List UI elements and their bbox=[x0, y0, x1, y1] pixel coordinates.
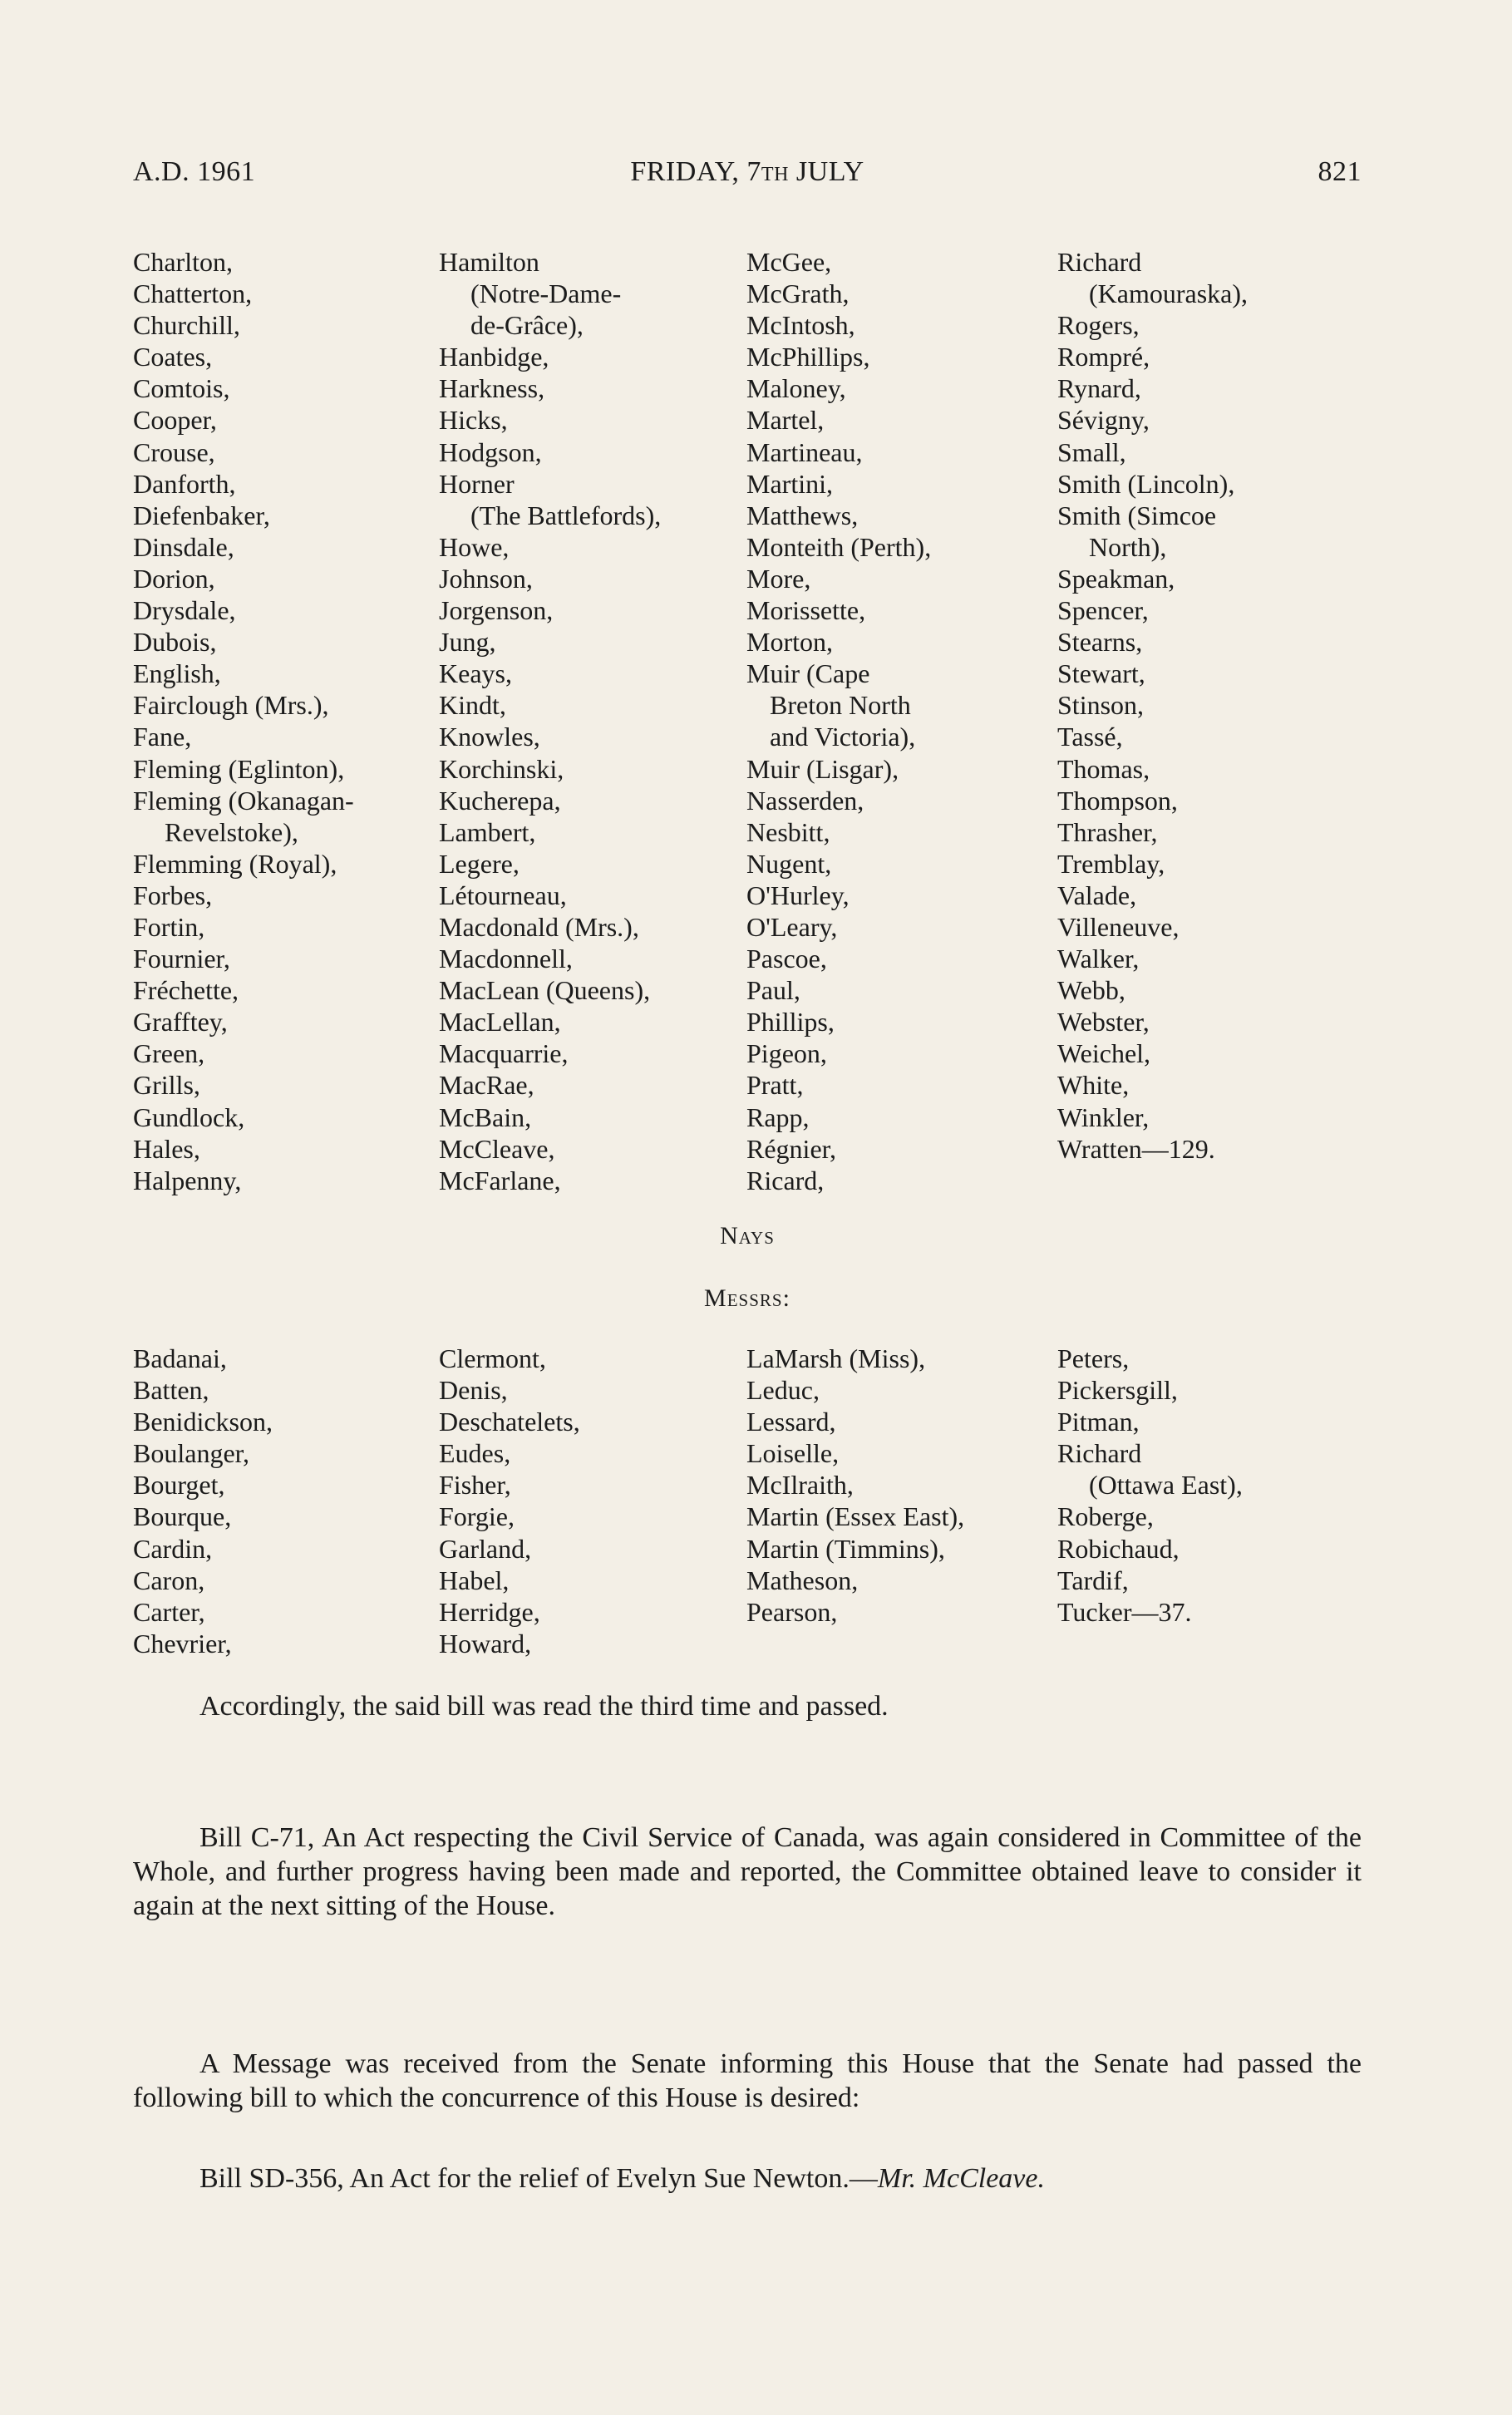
member-name: Phillips, bbox=[746, 1007, 835, 1037]
member-name: Churchill, bbox=[133, 310, 240, 341]
member-name: Morton, bbox=[746, 627, 833, 658]
bill-sd356-paragraph bbox=[133, 2161, 1362, 2196]
bill-sd356-text: Bill SD-356, An Act for the relief of Evelyn Sue Newton.— bbox=[199, 2163, 878, 2194]
member-name: Morissette, bbox=[746, 595, 866, 626]
member-name: (The Battlefords), bbox=[470, 500, 662, 530]
nays-column-2 bbox=[439, 1343, 580, 1659]
member-name: Rogers, bbox=[1057, 310, 1140, 341]
member-name: Walker, bbox=[1057, 944, 1140, 974]
member-name: Clermont, bbox=[439, 1343, 546, 1373]
member-name: MacLellan, bbox=[439, 1007, 561, 1037]
member-name: Gundlock, bbox=[133, 1102, 245, 1132]
member-name: (Ottawa East), bbox=[1089, 1470, 1243, 1501]
bill-sd356-line bbox=[133, 2161, 1362, 2196]
member-name: Smith (Lincoln), bbox=[1057, 468, 1235, 499]
member-name: Martel, bbox=[746, 405, 825, 436]
member-name: Forgie, bbox=[439, 1501, 515, 1532]
member-name: Speakman, bbox=[1057, 563, 1175, 594]
member-name: Matheson, bbox=[746, 1565, 859, 1595]
member-name: Leduc, bbox=[746, 1375, 820, 1406]
member-name: MacLean (Queens), bbox=[439, 975, 651, 1006]
member-name: Eudes, bbox=[439, 1438, 511, 1469]
member-name: Grills, bbox=[133, 1070, 200, 1101]
member-name: Benidickson, bbox=[133, 1407, 273, 1437]
member-name: (Kamouraska), bbox=[1089, 278, 1249, 309]
member-name: Sévigny, bbox=[1057, 405, 1150, 436]
member-name: Diefenbaker, bbox=[133, 500, 270, 530]
member-name: Macquarrie, bbox=[439, 1038, 569, 1069]
member-name: Crouse, bbox=[133, 436, 215, 467]
header-date-month: JULY bbox=[788, 156, 864, 187]
member-name: McFarlane, bbox=[439, 1165, 561, 1195]
member-name: Caron, bbox=[133, 1565, 205, 1595]
yeas-column-4 bbox=[1057, 246, 1248, 1165]
member-name: Lessard, bbox=[746, 1407, 836, 1437]
member-name: Charlton, bbox=[133, 247, 233, 277]
member-name: Webb, bbox=[1057, 975, 1125, 1006]
member-name: Smith (Simcoe bbox=[1057, 500, 1217, 530]
member-name: Matthews, bbox=[746, 500, 859, 530]
member-name: Pascoe, bbox=[746, 944, 827, 974]
member-name: Martin (Essex East), bbox=[746, 1501, 965, 1532]
member-name: Thrasher, bbox=[1057, 816, 1158, 847]
member-name: Chevrier, bbox=[133, 1628, 232, 1658]
member-name: Howe, bbox=[439, 531, 510, 562]
member-name: Howard, bbox=[439, 1628, 532, 1658]
member-name: Drysdale, bbox=[133, 595, 236, 626]
member-name: McIlraith, bbox=[746, 1470, 854, 1501]
member-name: Comtois, bbox=[133, 373, 230, 404]
member-name: Ricard, bbox=[746, 1165, 825, 1195]
member-name: Macdonnell, bbox=[439, 944, 573, 974]
member-name: Cardin, bbox=[133, 1533, 213, 1564]
member-name: Dorion, bbox=[133, 563, 215, 594]
member-name: Korchinski, bbox=[439, 753, 564, 784]
member-name: Pitman, bbox=[1057, 1407, 1140, 1437]
member-name: Roberge, bbox=[1057, 1501, 1154, 1532]
member-name: Chatterton, bbox=[133, 278, 253, 309]
member-name: Batten, bbox=[133, 1375, 209, 1406]
member-name: MacRae, bbox=[439, 1070, 534, 1101]
member-name: Hodgson, bbox=[439, 436, 542, 467]
running-head bbox=[133, 156, 1362, 198]
member-name: Peters, bbox=[1057, 1343, 1130, 1373]
member-name: Tucker—37. bbox=[1057, 1596, 1192, 1627]
member-name: Tardif, bbox=[1057, 1565, 1129, 1595]
member-name: Fisher, bbox=[439, 1470, 511, 1501]
accordingly-paragraph bbox=[133, 1689, 1362, 1723]
member-name: Green, bbox=[133, 1038, 205, 1069]
nays-column-4 bbox=[1057, 1343, 1243, 1628]
member-name: Martini, bbox=[746, 468, 833, 499]
member-name: Halpenny, bbox=[133, 1165, 242, 1195]
nays-list bbox=[133, 1343, 1380, 1667]
member-name: Knowles, bbox=[439, 722, 540, 752]
member-name: White, bbox=[1057, 1070, 1130, 1101]
member-name: Forbes, bbox=[133, 880, 213, 910]
member-name: O'Hurley, bbox=[746, 880, 850, 910]
member-name: LaMarsh (Miss), bbox=[746, 1343, 926, 1373]
nays-heading: Nays bbox=[720, 1222, 775, 1249]
member-name: Fréchette, bbox=[133, 975, 239, 1006]
member-name: Stearns, bbox=[1057, 627, 1143, 658]
member-name: More, bbox=[746, 563, 811, 594]
member-name: McGrath, bbox=[746, 278, 850, 309]
member-name: Winkler, bbox=[1057, 1102, 1150, 1132]
member-name: Pratt, bbox=[746, 1070, 804, 1101]
member-name: Hales, bbox=[133, 1133, 200, 1164]
member-name: Maloney, bbox=[746, 373, 846, 404]
member-name: Wratten—129. bbox=[1057, 1133, 1215, 1164]
accordingly-text: Accordingly, the said bill was read the third time and passed. bbox=[199, 1691, 889, 1722]
header-date bbox=[133, 156, 1362, 188]
member-name: Carter, bbox=[133, 1596, 205, 1627]
bill-c71-paragraph bbox=[133, 1821, 1362, 1923]
member-name: Nesbitt, bbox=[746, 816, 830, 847]
member-name: Nasserden, bbox=[746, 785, 864, 816]
member-name: Monteith (Perth), bbox=[746, 531, 932, 562]
yeas-column-2 bbox=[439, 246, 661, 1196]
bill-sd356-mover: Mr. McCleave. bbox=[877, 2163, 1045, 2194]
member-name: Pearson, bbox=[746, 1596, 838, 1627]
member-name: Stinson, bbox=[1057, 690, 1145, 721]
senate-message-paragraph bbox=[133, 2047, 1362, 2115]
senate-message-text: A Message was received from the Senate informing this House that the Senate had passed the following bill to which the concurrence of this House is desired: bbox=[133, 2048, 1362, 2113]
member-name: Bourque, bbox=[133, 1501, 232, 1532]
member-name: Deschatelets, bbox=[439, 1407, 580, 1437]
yeas-list bbox=[133, 246, 1380, 1210]
member-name: McBain, bbox=[439, 1102, 532, 1132]
member-name: Kindt, bbox=[439, 690, 506, 721]
member-name: Thompson, bbox=[1057, 785, 1178, 816]
member-name: Richard bbox=[1057, 247, 1142, 277]
member-name: Webster, bbox=[1057, 1007, 1150, 1037]
member-name: Hanbidge, bbox=[439, 342, 549, 372]
member-name: and Victoria), bbox=[770, 722, 916, 752]
member-name: Paul, bbox=[746, 975, 800, 1006]
member-name: Denis, bbox=[439, 1375, 508, 1406]
page-number: 821 bbox=[1317, 156, 1362, 187]
member-name: Garland, bbox=[439, 1533, 532, 1564]
messrs-heading: Messrs: bbox=[704, 1284, 790, 1312]
member-name: Fane, bbox=[133, 722, 192, 752]
member-name: Létourneau, bbox=[439, 880, 567, 910]
member-name: Lambert, bbox=[439, 816, 536, 847]
member-name: Keays, bbox=[439, 658, 512, 689]
member-name: Thomas, bbox=[1057, 753, 1150, 784]
member-name: English, bbox=[133, 658, 221, 689]
header-date-suffix: th bbox=[761, 156, 789, 187]
member-name: McIntosh, bbox=[746, 310, 855, 341]
member-name: Rompré, bbox=[1057, 342, 1150, 372]
member-name: Fleming (Okanagan- bbox=[133, 785, 354, 816]
member-name: Muir (Lisgar), bbox=[746, 753, 899, 784]
member-name: Stewart, bbox=[1057, 658, 1145, 689]
member-name: Rapp, bbox=[746, 1102, 810, 1132]
member-name: Pickersgill, bbox=[1057, 1375, 1178, 1406]
member-name: Spencer, bbox=[1057, 595, 1149, 626]
member-name: Tremblay, bbox=[1057, 848, 1165, 879]
yeas-column-3 bbox=[746, 246, 931, 1196]
header-date-main: FRIDAY, 7 bbox=[630, 156, 761, 187]
member-name: Harkness, bbox=[439, 373, 545, 404]
member-name: Kucherepa, bbox=[439, 785, 561, 816]
member-name: Régnier, bbox=[746, 1133, 837, 1164]
member-name: Hamilton bbox=[439, 247, 539, 277]
member-name: Small, bbox=[1057, 436, 1126, 467]
bill-c71-text: Bill C-71, An Act respecting the Civil Service of Canada, was again considered in Committee of the Whole, and further progress having been made and reported, the Committee obtained leave to consider it again at the next sitting of the House. bbox=[133, 1822, 1362, 1921]
member-name: Dinsdale, bbox=[133, 531, 234, 562]
member-name: Tassé, bbox=[1057, 722, 1123, 752]
member-name: Martin (Timmins), bbox=[746, 1533, 945, 1564]
member-name: Muir (Cape bbox=[746, 658, 870, 689]
member-name: Fleming (Eglinton), bbox=[133, 753, 345, 784]
member-name: Flemming (Royal), bbox=[133, 848, 337, 879]
member-name: Hicks, bbox=[439, 405, 508, 436]
member-name: Herridge, bbox=[439, 1596, 540, 1627]
member-name: Nugent, bbox=[746, 848, 832, 879]
member-name: Legere, bbox=[439, 848, 520, 879]
member-name: Pigeon, bbox=[746, 1038, 827, 1069]
nays-column-1 bbox=[133, 1343, 273, 1659]
member-name: Jorgenson, bbox=[439, 595, 554, 626]
member-name: Danforth, bbox=[133, 468, 236, 499]
member-name: Fortin, bbox=[133, 911, 205, 942]
member-name: Badanai, bbox=[133, 1343, 227, 1373]
member-name: Valade, bbox=[1057, 880, 1137, 910]
member-name: Macdonald (Mrs.), bbox=[439, 911, 639, 942]
member-name: (Notre-Dame- bbox=[470, 278, 622, 309]
nays-column-3 bbox=[746, 1343, 964, 1628]
member-name: Richard bbox=[1057, 1438, 1142, 1469]
member-name: North), bbox=[1089, 531, 1167, 562]
member-name: Weichel, bbox=[1057, 1038, 1151, 1069]
member-name: McPhillips, bbox=[746, 342, 870, 372]
member-name: Jung, bbox=[439, 627, 496, 658]
member-name: Horner bbox=[439, 468, 515, 499]
member-name: Fairclough (Mrs.), bbox=[133, 690, 329, 721]
yeas-column-1 bbox=[133, 246, 354, 1196]
member-name: Breton North bbox=[770, 690, 911, 721]
member-name: Loiselle, bbox=[746, 1438, 840, 1469]
member-name: Bourget, bbox=[133, 1470, 225, 1501]
member-name: Robichaud, bbox=[1057, 1533, 1180, 1564]
member-name: Martineau, bbox=[746, 436, 863, 467]
member-name: Dubois, bbox=[133, 627, 217, 658]
member-name: Coates, bbox=[133, 342, 213, 372]
member-name: Johnson, bbox=[439, 563, 533, 594]
member-name: de-Grâce), bbox=[470, 310, 584, 341]
member-name: Revelstoke), bbox=[165, 816, 298, 847]
member-name: Rynard, bbox=[1057, 373, 1141, 404]
member-name: Villeneuve, bbox=[1057, 911, 1180, 942]
member-name: McCleave, bbox=[439, 1133, 555, 1164]
member-name: Fournier, bbox=[133, 944, 230, 974]
member-name: Grafftey, bbox=[133, 1007, 228, 1037]
member-name: Habel, bbox=[439, 1565, 510, 1595]
member-name: Cooper, bbox=[133, 405, 217, 436]
member-name: Boulanger, bbox=[133, 1438, 250, 1469]
header-year: A.D. 1961 bbox=[133, 156, 256, 187]
member-name: O'Leary, bbox=[746, 911, 838, 942]
member-name: McGee, bbox=[746, 247, 832, 277]
